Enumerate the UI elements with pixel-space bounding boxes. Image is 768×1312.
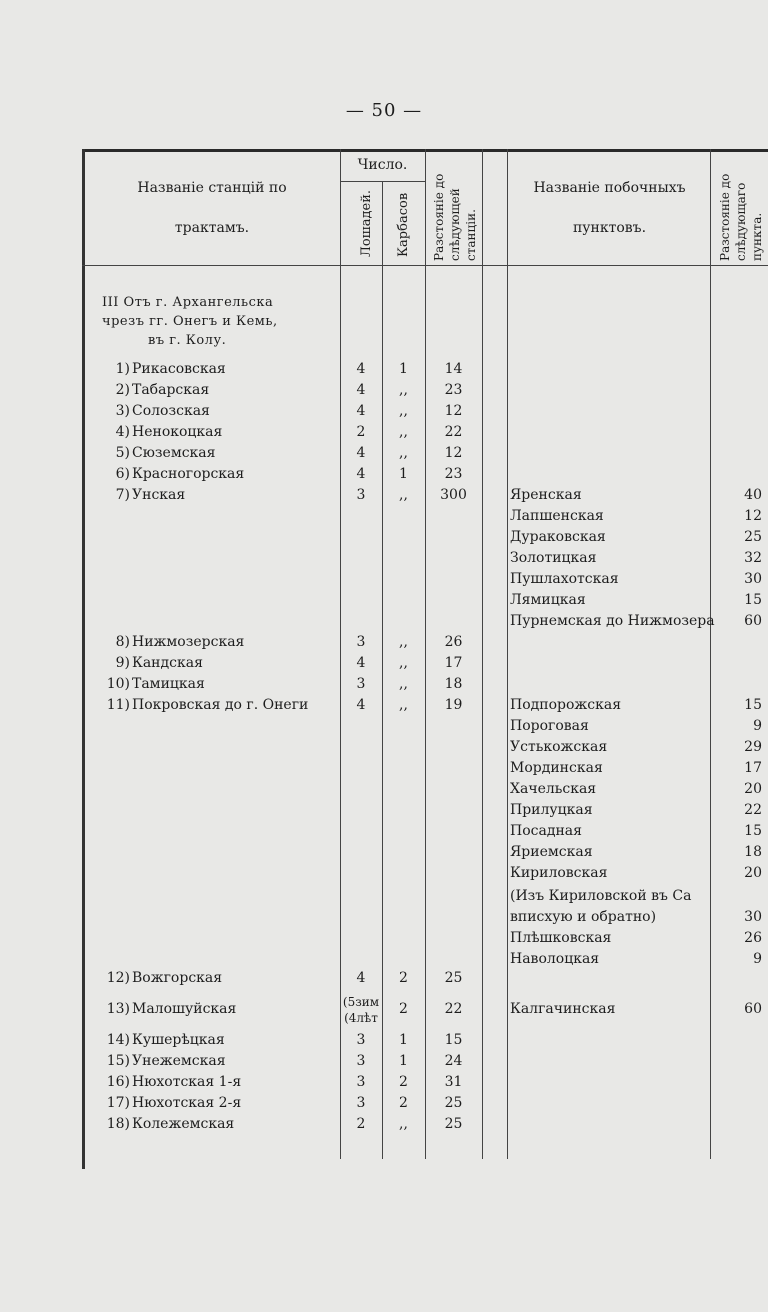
station-horses: 4 xyxy=(356,445,366,461)
station-distance: 12 xyxy=(444,403,463,419)
station-distance: 26 xyxy=(444,634,463,650)
side-point-distance: 17 xyxy=(744,760,762,776)
station-horses-winter: (5зим xyxy=(342,995,380,1009)
side-point-distance: 15 xyxy=(744,697,762,713)
station-horses-summer: (4лѣт xyxy=(344,1011,378,1025)
side-point-distance: 30 xyxy=(744,909,762,925)
station-row xyxy=(82,1051,710,1072)
header-horses: Лошадей. xyxy=(359,189,374,257)
station-row xyxy=(82,464,710,485)
station-name: Рикасовская xyxy=(132,361,226,377)
station-number: 16) xyxy=(106,1074,130,1090)
station-number: 3) xyxy=(115,403,130,419)
header-side-distance-l2: слѣдующаго xyxy=(734,182,748,261)
station-boats: ,, xyxy=(399,1116,408,1132)
station-row xyxy=(82,653,710,674)
station-horses: 4 xyxy=(356,361,366,377)
side-point-name: Устькожская xyxy=(510,739,608,755)
side-point-name: Плѣшковская xyxy=(510,930,612,946)
header-station-line1: Названіе станцій по xyxy=(137,180,287,196)
station-distance: 18 xyxy=(444,676,463,692)
header-side-line2: пунктовъ. xyxy=(572,220,647,236)
station-number: 12) xyxy=(106,970,130,986)
station-name: Тамицкая xyxy=(132,676,205,692)
station-number: 18) xyxy=(106,1116,130,1132)
station-boats: 2 xyxy=(399,970,408,986)
station-horses: 3 xyxy=(356,676,366,692)
station-name: Покровская до г. Онеги xyxy=(132,697,309,713)
station-boats: ,, xyxy=(399,487,408,503)
station-distance: 23 xyxy=(444,466,463,482)
station-row xyxy=(82,1093,710,1114)
station-number: 2) xyxy=(115,382,130,398)
station-row xyxy=(82,380,710,401)
header-side-line1: Названіе побочныхъ xyxy=(533,180,686,196)
side-point-distance: 60 xyxy=(744,613,762,629)
side-point-distance: 9 xyxy=(753,951,762,967)
station-distance: 14 xyxy=(444,361,463,377)
station-name: Табарская xyxy=(132,382,210,398)
station-number: 8) xyxy=(115,634,130,650)
station-row xyxy=(82,632,710,653)
station-horses: 2 xyxy=(356,1116,366,1132)
side-point-distance: 9 xyxy=(753,718,762,734)
station-distance: 24 xyxy=(444,1053,463,1069)
header-distance-l1: Разстояніе до xyxy=(432,173,446,261)
station-horses: 2 xyxy=(356,424,366,440)
station-number: 6) xyxy=(115,466,130,482)
station-distance: 19 xyxy=(444,697,463,713)
side-point-distance: 20 xyxy=(744,781,762,797)
side-point-name: Лапшенская xyxy=(510,508,604,524)
side-point-distance: 20 xyxy=(744,865,762,881)
station-name: Нюхотская 1-я xyxy=(132,1074,242,1090)
station-row xyxy=(82,359,710,380)
section-line3: въ г. Колу. xyxy=(148,333,227,348)
station-horses: 4 xyxy=(356,970,366,986)
side-point-name: Подпорожская xyxy=(510,697,622,713)
station-number: 11) xyxy=(106,697,130,713)
header-boats: Карбасов xyxy=(396,192,411,257)
station-horses: 3 xyxy=(356,1095,366,1111)
station-boats: 2 xyxy=(399,1001,408,1017)
side-point-distance: 18 xyxy=(744,844,762,860)
station-boats: ,, xyxy=(399,697,408,713)
header-count: Число. xyxy=(357,157,408,173)
station-name: Нюхотская 2-я xyxy=(132,1095,242,1111)
station-row xyxy=(82,1072,710,1093)
section-line1: III Отъ г. Архангельска xyxy=(102,295,274,310)
station-boats: ,, xyxy=(399,634,408,650)
station-number: 13) xyxy=(106,1001,130,1017)
station-name: Кушерѣцкая xyxy=(132,1032,225,1048)
station-horses: 3 xyxy=(356,634,366,650)
side-point-name: Яриемская xyxy=(510,844,593,860)
station-name: Малошуйская xyxy=(132,1001,237,1017)
station-name: Кандская xyxy=(132,655,203,671)
station-horses: 3 xyxy=(356,1053,366,1069)
side-point-name: Мординская xyxy=(510,760,603,776)
station-boats: 1 xyxy=(399,1053,408,1069)
side-point-distance: 15 xyxy=(744,592,762,608)
station-boats: ,, xyxy=(399,676,408,692)
station-name: Сюземская xyxy=(132,445,216,461)
side-point-name: Пурнемская до Нижмозера xyxy=(510,613,715,629)
station-name: Нижмозерская xyxy=(132,634,245,650)
side-point-distance: 25 xyxy=(744,529,762,545)
station-distance: 31 xyxy=(444,1074,463,1090)
side-point-name: Кириловская xyxy=(510,865,608,881)
station-number: 14) xyxy=(106,1032,130,1048)
station-row xyxy=(82,485,710,506)
side-point-name: Яренская xyxy=(510,487,582,503)
side-point-name: Наволоцкая xyxy=(510,951,600,967)
station-distance: 300 xyxy=(440,487,467,503)
station-horses: 3 xyxy=(356,1032,366,1048)
header-station-line2: трактамъ. xyxy=(174,220,250,236)
station-boats: 2 xyxy=(399,1095,408,1111)
station-name: Красногорская xyxy=(132,466,245,482)
side-point-name: Лямицкая xyxy=(510,592,586,608)
station-number: 10) xyxy=(106,676,130,692)
station-distance: 12 xyxy=(444,445,463,461)
header-side-distance-l1: Разстояніе до xyxy=(718,173,732,261)
station-distance: 22 xyxy=(444,424,463,440)
side-point-distance: 40 xyxy=(744,487,762,503)
station-number: 17) xyxy=(106,1095,130,1111)
station-distance: 25 xyxy=(444,1095,463,1111)
station-name: Унская xyxy=(132,487,186,503)
route-table xyxy=(82,149,768,1169)
station-name: Колежемская xyxy=(132,1116,235,1132)
station-boats: ,, xyxy=(399,655,408,671)
side-point-name: (Изъ Кириловской въ Са xyxy=(510,888,692,904)
station-distance: 22 xyxy=(444,1001,463,1017)
station-boats: 2 xyxy=(399,1074,408,1090)
station-row xyxy=(82,401,710,422)
section-title xyxy=(102,293,332,350)
header-bottom-rule xyxy=(82,265,768,266)
station-horses: 4 xyxy=(356,382,366,398)
station-number: 4) xyxy=(115,424,130,440)
station-boats: 1 xyxy=(399,361,408,377)
station-row xyxy=(82,995,710,1025)
station-horses: 4 xyxy=(356,697,366,713)
station-name: Унежемская xyxy=(132,1053,226,1069)
station-row xyxy=(82,968,710,989)
station-row xyxy=(82,1114,710,1135)
station-distance: 25 xyxy=(444,970,463,986)
header-distance-l2: слѣдующей xyxy=(448,188,462,261)
count-under-rule xyxy=(340,181,425,182)
side-point-name: Хачельская xyxy=(510,781,597,797)
side-point-name: Пороговая xyxy=(510,718,589,734)
side-point-name: Посадная xyxy=(510,823,582,839)
side-point-distance: 29 xyxy=(744,739,762,755)
side-point-name: Пушлахотская xyxy=(510,571,619,587)
side-point-name: Золотицкая xyxy=(510,550,597,566)
station-distance: 17 xyxy=(444,655,463,671)
station-boats: 1 xyxy=(399,466,408,482)
side-point-distance: 60 xyxy=(744,1001,762,1017)
station-number: 1) xyxy=(115,361,130,377)
station-row xyxy=(82,422,710,443)
col-divider-side xyxy=(710,149,711,1159)
station-horses: 3 xyxy=(356,1074,366,1090)
station-boats: ,, xyxy=(399,445,408,461)
side-point-name: вписхую и обратно) xyxy=(510,909,657,925)
station-number: 15) xyxy=(106,1053,130,1069)
station-name: Вожгорская xyxy=(132,970,223,986)
header-side-distance-l3: пункта. xyxy=(750,212,764,261)
side-point-distance: 30 xyxy=(744,571,762,587)
header-side-points xyxy=(512,179,707,237)
station-horses: 4 xyxy=(356,403,366,419)
station-row xyxy=(82,443,710,464)
station-horses: 4 xyxy=(356,655,366,671)
side-point-name: Дураковская xyxy=(510,529,606,545)
station-boats: 1 xyxy=(399,1032,408,1048)
side-point-distance: 12 xyxy=(744,508,762,524)
side-point-name: Прилуцкая xyxy=(510,802,593,818)
station-boats: ,, xyxy=(399,424,408,440)
section-line2: чрезъ гг. Онегъ и Кемь, xyxy=(102,314,278,329)
station-horses: 3 xyxy=(356,487,366,503)
station-name: Ненокоцкая xyxy=(132,424,223,440)
side-point-name: Калгачинская xyxy=(510,1001,616,1017)
station-number: 9) xyxy=(115,655,130,671)
station-row xyxy=(82,674,710,695)
station-distance: 25 xyxy=(444,1116,463,1132)
side-point-distance: 26 xyxy=(744,930,762,946)
station-boats: ,, xyxy=(399,403,408,419)
station-row xyxy=(82,1030,710,1051)
station-number: 5) xyxy=(115,445,130,461)
station-name: Солозская xyxy=(132,403,210,419)
station-horses: 4 xyxy=(356,466,366,482)
header-distance-l3: станціи. xyxy=(464,209,478,261)
station-distance: 23 xyxy=(444,382,463,398)
side-point-distance: 22 xyxy=(744,802,762,818)
side-point-distance: 15 xyxy=(744,823,762,839)
station-boats: ,, xyxy=(399,382,408,398)
side-point-distance: 32 xyxy=(744,550,762,566)
station-number: 7) xyxy=(115,487,130,503)
header-station-name xyxy=(92,179,332,237)
page-number: — 50 — xyxy=(345,100,423,121)
station-distance: 15 xyxy=(444,1032,463,1048)
